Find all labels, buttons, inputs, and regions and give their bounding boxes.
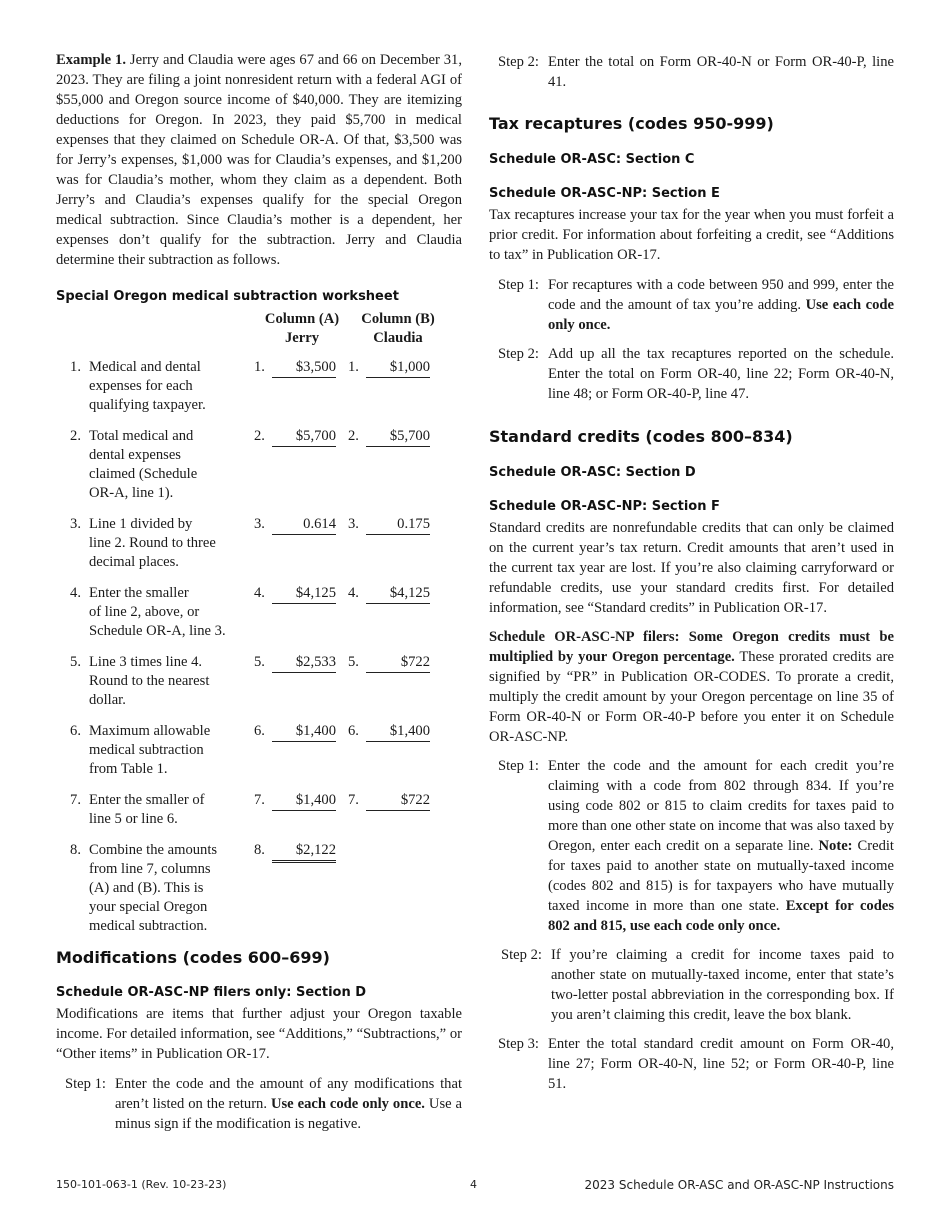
- modifications-text: Modifications are items that further adjust your Oregon taxable income. For detailed information, see “Additions,” “Subtractions,” or “Other items” in Publication OR-17.: [56, 1006, 462, 1062]
- worksheet-column-b-cell: 1. $1,000: [348, 358, 442, 415]
- worksheet-rows: [56, 358, 462, 936]
- worksheet-line-number: 8.: [70, 842, 81, 858]
- worksheet-column-a-cell: 3. 0.614: [254, 515, 348, 572]
- worksheet-line-description: Combine the amounts from line 7, columns (A) and (B). This is your special Oregon medical subtraction.: [89, 842, 218, 934]
- worksheet-amount: $5,700: [366, 427, 430, 447]
- worksheet-row: [56, 841, 462, 936]
- worksheet-amount: $1,000: [366, 358, 430, 378]
- standard-credits-sub-2: Schedule OR-ASC-NP: Section F: [489, 499, 720, 514]
- worksheet-amount: $1,400: [272, 722, 336, 742]
- worksheet-line-description: Medical and dental expenses for each qualifying taxpayer.: [89, 359, 206, 413]
- worksheet-column-a-cell: 2. $5,700: [254, 427, 348, 503]
- tax-recaptures-step-1: Step 1: For recaptures with a code between 950 and 999, enter the code and the amount of tax you’re adding. Use each code only once.: [498, 277, 894, 333]
- standard-credits-text: Standard credits are nonrefundable credits that can only be claimed on the current year’s tax return. Credit amounts that aren’t used in the current tax year are lost. If you’re also claiming carryforward or refundable credits, use your standard credits first. For detailed information, see “Standard credits” in Publication OR-17.: [489, 520, 894, 616]
- tax-recaptures-sub-2: Schedule OR-ASC-NP: Section E: [489, 186, 720, 201]
- tax-recaptures-heading: Tax recaptures (codes 950-999): [489, 114, 774, 133]
- worksheet-row: [56, 584, 462, 641]
- worksheet-amount: 0.175: [366, 515, 430, 535]
- standard-credits-sub-1: Schedule OR-ASC: Section D: [489, 465, 696, 480]
- standard-credits-heading: Standard credits (codes 800–834): [489, 427, 793, 446]
- worksheet-amount: $4,125: [272, 584, 336, 604]
- standard-credits-step-3: Step 3: Enter the total standard credit amount on Form OR-40, line 27; Form OR-40-N, line 52; or Form OR-40-P, line 51.: [498, 1036, 894, 1092]
- footer-title: 2023 Schedule OR-ASC and OR-ASC-NP Instructions: [584, 1178, 894, 1192]
- worksheet-column-a-cell: 6. $1,400: [254, 722, 348, 779]
- tax-recaptures-sub-1: Schedule OR-ASC: Section C: [489, 152, 695, 167]
- worksheet-row: [56, 358, 462, 415]
- worksheet-column-a-cell: 5. $2,533: [254, 653, 348, 710]
- worksheet-line-description: Line 1 divided by line 2. Round to three decimal places.: [89, 516, 216, 570]
- worksheet-line-description: Line 3 times line 4. Round to the nearest dollar.: [89, 654, 210, 708]
- worksheet-line-number: 3.: [70, 516, 81, 532]
- worksheet-amount: $722: [366, 791, 430, 811]
- worksheet-amount: $5,700: [272, 427, 336, 447]
- worksheet-line-description: Total medical and dental expenses claimed (Schedule OR-A, line 1).: [89, 428, 198, 501]
- example-text: Jerry and Claudia were ages 67 and 66 on December 31, 2023. They are filing a joint nonresident return with a federal AGI of $55,000 and Oregon source income of $40,000. They are itemizing deductions for Oregon. In 2023, they paid $5,700 in medical expenses that they claimed on Schedule OR-A. Of that, $3,500 was for Jerry’s expenses, $1,000 was for Claudia’s expenses, and $1,200 was for Claudia’s mother, whom they claim as a dependent. Both Jerry’s and Claudia’s expenses qualify for the special Oregon medical subtraction. Since Claudia’s mother is a dependent, her expenses don’t qualify for the subtraction. Jerry and Claudia determine their subtraction as follows.: [56, 52, 462, 268]
- worksheet-column-b-cell: 7. $722: [348, 791, 442, 829]
- worksheet-line-number: 1.: [70, 359, 81, 375]
- example-title: Example 1.: [56, 52, 126, 68]
- tax-recaptures-step-2: Step 2: Add up all the tax recaptures reported on the schedule. Enter the total on Form OR-40, line 22; Form OR-40-N, line 48; or Form OR-40-P, line 47.: [498, 346, 894, 402]
- worksheet-column-a-cell: 8. $2,122: [254, 841, 348, 936]
- worksheet-line-description: Maximum allowable medical subtraction from Table 1.: [89, 723, 211, 777]
- column-a-header: Column (A) Jerry: [264, 311, 340, 346]
- example-paragraph: [56, 50, 462, 270]
- footer-form-id: 150-101-063-1 (Rev. 10-23-23): [56, 1178, 227, 1191]
- worksheet-column-a-cell: 7. $1,400: [254, 791, 348, 829]
- right-column: [489, 46, 894, 1094]
- np-filers-paragraph: Schedule OR-ASC-NP filers: Some Oregon credits must be multiplied by your Oregon percentage. These prorated credits are signified by “PR” in Publication OR-CODES. To prorate a credit, multiply the credit amount by your Oregon percentage on line 35 of Form OR-40-N or Form OR-40-P before you enter it on Schedule OR-ASC-NP.: [489, 629, 894, 745]
- modifications-heading: Modifications (codes 600–699): [56, 948, 330, 967]
- worksheet-column-b-cell: 5. $722: [348, 653, 442, 710]
- standard-credits-step-2: Step 2: If you’re claiming a credit for income taxes paid to another state on mutually-taxed income, enter that state’s two-letter postal abbreviation in the corresponding box. If you aren’t claiming this credit, leave the box blank.: [501, 947, 894, 1023]
- worksheet-row: [56, 427, 462, 503]
- left-column: [56, 46, 462, 1134]
- worksheet-column-b-cell: 6. $1,400: [348, 722, 442, 779]
- worksheet-line-number: 6.: [70, 723, 81, 739]
- worksheet-row: [56, 791, 462, 829]
- worksheet-column-headers: [254, 310, 462, 348]
- worksheet-column-b-cell: 3. 0.175: [348, 515, 442, 572]
- worksheet-column-b-cell: 2. $5,700: [348, 427, 442, 503]
- footer-page-number: 4: [470, 1178, 477, 1191]
- worksheet-title: Special Oregon medical subtraction worksheet: [56, 289, 399, 304]
- worksheet-amount: 0.614: [272, 515, 336, 535]
- worksheet-row: [56, 722, 462, 779]
- worksheet-column-b-cell: 4. $4,125: [348, 584, 442, 641]
- worksheet-amount: $1,400: [366, 722, 430, 742]
- worksheet-amount: $4,125: [366, 584, 430, 604]
- modifications-subheading: Schedule OR-ASC-NP filers only: Section D: [56, 985, 367, 1000]
- standard-credits-step-1: Step 1: Enter the code and the amount for each credit you’re claiming with a code from 802 through 834. If you’re using code 802 or 815 to claim credits for taxes paid to more than one other state on income that was also taxed by Oregon, enter each credit on a separate line. Note: Credit for taxes paid to another state on mutually-taxed income (codes 802 and 815) is for taxpayers who have mutually taxed income in more than one state. Except for codes 802 and 815, use each code only once.: [498, 758, 894, 934]
- worksheet-line-number: 5.: [70, 654, 81, 670]
- worksheet-column-b-cell: [348, 841, 442, 936]
- modifications-step-1: Step 1: Enter the code and the amount of any modifications that aren’t listed on the return. Use each code only once. Use a minus sign if the modification is negative.: [65, 1076, 463, 1132]
- worksheet-line-number: 4.: [70, 585, 81, 601]
- worksheet-amount: $2,533: [272, 653, 336, 673]
- worksheet-line-description: Enter the smaller of line 2, above, or Schedule OR-A, line 3.: [89, 585, 226, 639]
- worksheet-amount: $2,122: [272, 841, 336, 863]
- worksheet-amount: $3,500: [272, 358, 336, 378]
- worksheet-line-number: 7.: [70, 792, 81, 808]
- worksheet-amount: $722: [366, 653, 430, 673]
- worksheet-line-description: Enter the smaller of line 5 or line 6.: [89, 792, 205, 827]
- column-b-header: Column (B) Claudia: [361, 311, 435, 346]
- worksheet-line-number: 2.: [70, 428, 81, 444]
- worksheet-column-a-cell: 1. $3,500: [254, 358, 348, 415]
- worksheet-row: [56, 653, 462, 710]
- worksheet-column-a-cell: 4. $4,125: [254, 584, 348, 641]
- tax-recaptures-text: Tax recaptures increase your tax for the year when you must forfeit a prior credit. For information about forfeiting a credit, see “Additions to tax” in Publication OR-17.: [489, 207, 894, 263]
- worksheet-row: [56, 515, 462, 572]
- top-step-2: Step 2: Enter the total on Form OR-40-N or Form OR-40-P, line 41.: [498, 54, 894, 90]
- worksheet-amount: $1,400: [272, 791, 336, 811]
